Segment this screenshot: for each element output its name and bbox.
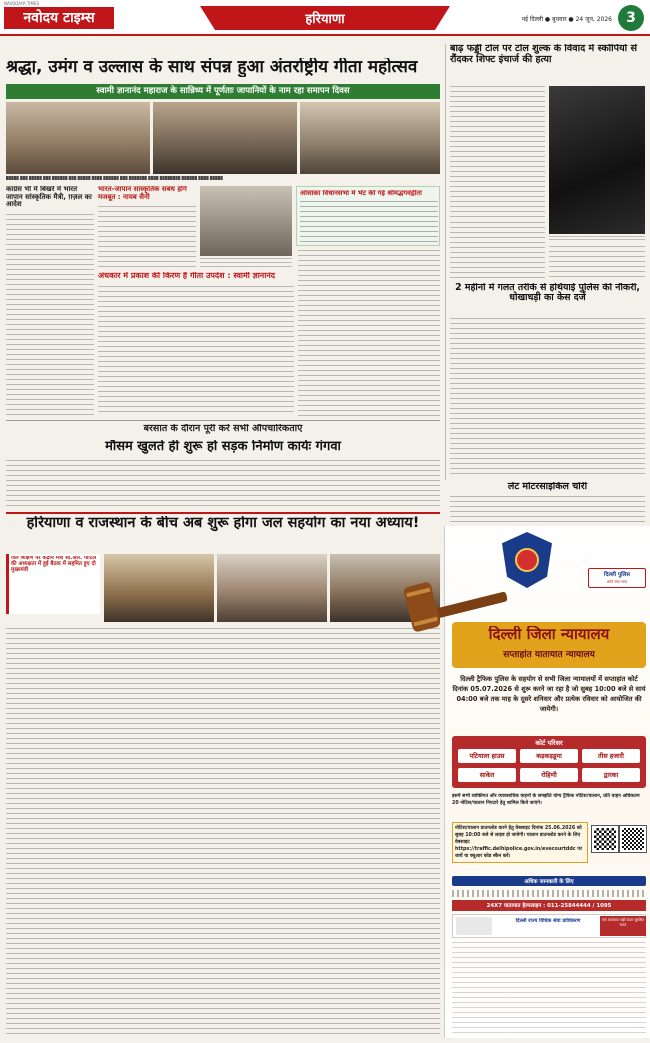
ad-footer-right: एक यातायात सही कदम सुरक्षित सफर: [600, 916, 646, 936]
police-motto: शांति सेवा न्याय: [606, 580, 628, 584]
lead-photo-1: [6, 102, 150, 174]
water-top-rule: [6, 512, 440, 514]
mid-story-photo: [200, 186, 292, 256]
japan-story-body-cont: [298, 250, 440, 416]
court-patiala-house: पटियाला हाउस: [458, 749, 516, 763]
section-title: हरियाणा: [305, 12, 345, 27]
crime-photo-caption: [549, 236, 645, 242]
column-divider: [445, 44, 446, 480]
police-job-body: [450, 318, 645, 478]
police-job-headline: 2 महीनों में गलत तरीके से हथियाई पुलिस की नौकरी, धोखाधड़ी का केस दर्ज: [455, 283, 640, 304]
japan-story-body: [300, 201, 438, 243]
newspaper-logo: नवोदय टाइम्स: [4, 7, 114, 29]
lead-photo-3: [300, 102, 440, 174]
court-tis-hazari: तीस हजारी: [582, 749, 640, 763]
ad-footer-left-logo: [456, 917, 492, 935]
left-story-body: [6, 214, 94, 418]
theft-headline: लेट मोटरसाइकिल चोरी: [507, 482, 588, 492]
right-top-headline: बाढ़ फड्डी टोल पर टोल शुल्क के विवाद में स्कॉर्पियो से रौंदकर शिफ्ट इंचार्ज की हत्या: [450, 44, 637, 65]
ad-bullet-2: नोटिस/चालान डाउनलोड करने हेतु वेबसाइट दिनांक 25.06.2026 को सुबह 10:00 बजे से लाइव हो जायेगी। चालान डाउनलोड करने के लिए वेबसाइट https://traffic.delhipolice.gov.in/evecourtddc पर जायें या क्यूआर कोड स्कैन करें।: [452, 822, 588, 863]
more-info-label: अधिक जानकारी के लिए: [524, 879, 574, 885]
rain-headline: मौसम खुलते ही शुरू हो सड़क निर्माण कार्यः गंगवा: [105, 440, 341, 454]
left-story-headline: कांग्रेस भी में बिखरे में भारत जापान सांस्कृतिक मैत्री, ग़ज़ल का आदेश: [6, 186, 92, 209]
ad-body: दिल्ली ट्रैफिक पुलिस के सहयोग से सभी जिला न्यायालयों में सप्ताहांत कोर्ट दिनांक 05.07.2026 से शुरू करने जा रहा है जो सुबह 10:00 बजे से सायं 04:00 बजे तक माह के दूसरे शनिवार और प्रत्येक रविवार को आयोजित की जायेगी।: [452, 675, 646, 713]
court-saket: साकेत: [458, 768, 516, 782]
water-headline: हरियाणा व राजस्थान के बीच अब शुरू होगा जल सहयोग का नया अध्याय!: [26, 516, 420, 531]
social-links: [452, 890, 646, 897]
issue-date: नई दिल्ली ● बुधवार ● 24 जून, 2026: [521, 16, 612, 23]
courts-title: कोर्ट परिसर: [535, 739, 563, 747]
police-name: दिल्ली पुलिस: [604, 572, 630, 578]
ad-subtitle: सप्ताहांत यातायात न्यायालय: [503, 650, 595, 660]
court-karkardooma: कड़कड़डूमा: [520, 749, 578, 763]
court-rohini: रोहिणी: [520, 768, 578, 782]
andhkar-body: [98, 286, 294, 416]
rain-top-rule: [6, 420, 440, 421]
andhkar-headline: अंधकार में प्रकाश की किरण है गीता उपदेश : स्वामी ज्ञानानंद: [98, 272, 276, 280]
water-photo-2: [217, 554, 327, 622]
theft-body: [450, 496, 645, 526]
police-emblem-center: [515, 548, 539, 572]
right-top-body-1: [450, 86, 545, 220]
qr-code-2[interactable]: [620, 826, 646, 852]
right-top-body-3: [549, 246, 645, 278]
masthead: [0, 0, 650, 36]
page-number: 3: [618, 5, 644, 31]
right-top-body-2: [450, 222, 545, 278]
rain-body: [6, 460, 440, 508]
crime-scene-photo: [549, 86, 645, 234]
qr-code-1[interactable]: [592, 826, 618, 852]
helpline-text: 24X7 यातायात हेल्पलाइन : 011-25844444 / 1095: [486, 903, 612, 909]
water-kicker: जल शिक्षण पर केंद्रीय मंत्री सी.आर. पाटिल की अध्यक्षता में हुई बैठक में सहमित हुए दो मुख्यमंत्री: [11, 556, 97, 573]
ad-footer-center: दिल्ली राज्य विधिक सेवा प्राधिकरण: [515, 918, 581, 924]
japan-story-headline: ओसाका विधानसभा में भेंट की गई श्रीमद्भगवद्गीता: [300, 190, 422, 197]
lead-subhead: स्वामी ज्ञानानंद महाराज के सान्निध्य में पूर्णताः जापानियों के नाम रहा समापन दिवस: [6, 84, 440, 99]
rain-kicker: बरसात के दौरान पूरी करें सभी औपचारिकताएं: [143, 424, 303, 434]
court-dwarka: द्वारका: [582, 768, 640, 782]
ad-bottom-fill: [452, 942, 646, 1036]
ad-title: दिल्ली जिला न्यायालय: [488, 626, 610, 643]
masthead-small: NAVODAYA TIMES: [4, 1, 40, 6]
lead-headline: श्रद्धा, उमंग व उल्लास के साथ संपन्न हुआ अंतर्राष्ट्रीय गीता महोत्सव: [6, 58, 418, 77]
mid-story-body: [98, 206, 196, 268]
ad-bullet-1: इसमें सभी व्यक्तिगत और व्यावसायिक वाहनों के समझौते योग्य ट्रैफिक नोटिस/चालान, प्रति वाहन अधिकतम 20 नोटिस/चालान निपटारे हेतु शामिल किये जाएंगे।: [452, 794, 640, 806]
lead-photo-2: [153, 102, 297, 174]
mid-story-caption: [200, 258, 292, 268]
lead-caption: ▉▉▉▉▉ ▉▉▉ ▉▉▉▉▉ ▉▉▉ ▉▉▉▉▉▉ ▉▉▉ ▉▉▉▉▉ ▉▉▉▉ ▉▉▉▉▉▉ ▉▉▉ ▉▉▉▉▉▉▉ ▉▉▉▉ ▉▉▉▉▉▉▉▉ ▉▉▉▉▉▉ ▉▉▉▉ ▉▉▉▉▉: [6, 176, 223, 180]
water-photo-1: [104, 554, 214, 622]
mid-story-headline: भारत-जापान सांस्कृतिक संबंध होंगे मजबूत : नायब सैनी: [98, 186, 187, 201]
water-body: [6, 628, 440, 1036]
